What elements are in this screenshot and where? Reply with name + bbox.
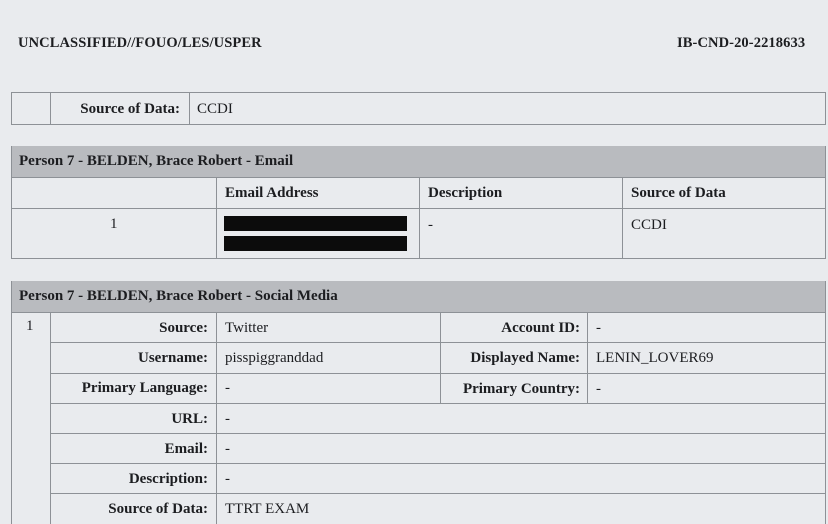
column-header-source-of-data: Source of Data (631, 185, 726, 201)
email-section-title: Person 7 - BELDEN, Brace Robert - Email (19, 153, 294, 169)
document-id: IB-CND-20-2218633 (677, 35, 806, 51)
field-label-username: Username: (138, 350, 208, 366)
social-media-index: 1 (26, 318, 34, 334)
redacted-email-bar (224, 236, 407, 251)
email-source-value: CCDI (631, 217, 667, 233)
source-of-data-value: CCDI (197, 101, 233, 117)
redacted-email-bar (224, 216, 407, 231)
field-label-account-id: Account ID: (501, 320, 580, 336)
email-description-value: - (428, 217, 433, 233)
field-value-source: Twitter (225, 320, 269, 336)
classification-marking: UNCLASSIFIED//FOUO/LES/USPER (18, 35, 262, 51)
field-label-email: Email: (164, 441, 208, 457)
field-value-primary-country: - (596, 381, 601, 397)
field-value-url: - (225, 411, 230, 427)
field-label-primary-language: Primary Language: (81, 380, 208, 396)
column-header-description: Description (428, 185, 503, 201)
field-label-source-of-data: Source of Data: (108, 501, 208, 517)
field-value-displayed-name: LENIN_LOVER69 (596, 350, 714, 366)
column-header-email-address: Email Address (225, 185, 319, 201)
field-label-url: URL: (171, 411, 208, 427)
email-row-index: 1 (110, 216, 118, 232)
field-label-primary-country: Primary Country: (462, 381, 580, 397)
field-value-account-id: - (596, 320, 601, 336)
field-value-email: - (225, 441, 230, 457)
field-value-description: - (225, 471, 230, 487)
field-label-displayed-name: Displayed Name: (470, 350, 580, 366)
field-label-source: Source: (159, 320, 208, 336)
field-value-source-of-data: TTRT EXAM (225, 501, 310, 517)
social-media-section-title: Person 7 - BELDEN, Brace Robert - Social Media (19, 288, 338, 304)
field-label-description: Description: (128, 471, 208, 487)
field-value-username: pisspiggranddad (225, 350, 324, 366)
source-of-data-label: Source of Data: (80, 101, 180, 117)
field-value-primary-language: - (225, 380, 230, 396)
